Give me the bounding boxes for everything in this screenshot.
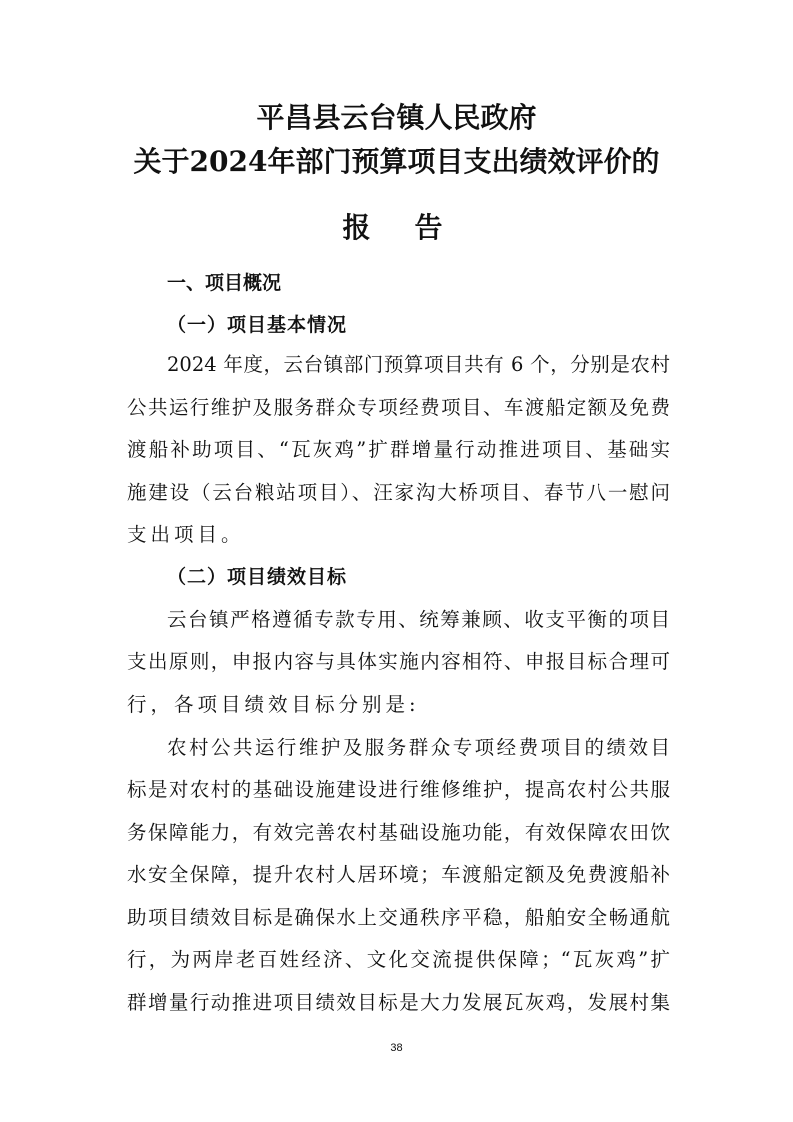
- paragraph-line: 云台镇严格遵循专款专用、统筹兼顾、收支平衡的项目: [167, 608, 670, 631]
- paragraph-line: 公共运行维护及服务群众专项经费项目、车渡船定额及免费: [127, 396, 670, 419]
- paragraph-line: 施建设（云台粮站项目）、汪家沟大桥项目、春节八一慰问: [127, 481, 670, 504]
- paragraph-line: 标是对农村的基础设施建设进行维修维护，提高农村公共服: [127, 778, 670, 801]
- page-number: 38: [390, 1042, 403, 1054]
- paragraph-line: 2024 年度，云台镇部门预算项目共有 6 个，分别是农村: [167, 353, 670, 376]
- paragraph-line: 农村公共运行维护及服务群众专项经费项目的绩效目: [167, 736, 670, 759]
- paragraph-line: 务保障能力，有效完善农村基础设施功能，有效保障农田饮: [127, 821, 670, 844]
- paragraph-line: 渡船补助项目、“瓦灰鸡”扩群增量行动推进项目、基础实: [127, 438, 670, 461]
- paragraph-line: 群增量行动推进项目绩效目标是大力发展瓦灰鸡，发展村集: [127, 991, 670, 1014]
- paragraph-line: 水安全保障，提升农村人居环境；车渡船定额及免费渡船补: [127, 863, 670, 886]
- paragraph-line: 行，各项目绩效目标分别是:: [127, 693, 420, 716]
- paragraph-line: 支出项目。: [127, 523, 245, 546]
- paragraph-line: 行，为两岸老百姓经济、文化交流提供保障；“瓦灰鸡”扩: [127, 948, 670, 971]
- subsection-heading-basic-info: （一）项目基本情况: [167, 314, 348, 336]
- paragraph-line: 支出原则，申报内容与具体实施内容相符、申报目标合理可: [127, 650, 670, 673]
- paragraph-line: 助项目绩效目标是确保水上交通秩序平稳，船舶安全畅通航: [127, 906, 670, 929]
- subsection-heading-goals: （二）项目绩效目标: [167, 566, 348, 588]
- section-heading-overview: 一、项目概况: [167, 272, 282, 294]
- title-line-1: 平昌县云台镇人民政府: [256, 101, 537, 134]
- title-line-2: 关于2024年部门预算项目支出绩效评价的: [133, 145, 660, 178]
- title-line-3: 报 告: [342, 211, 451, 244]
